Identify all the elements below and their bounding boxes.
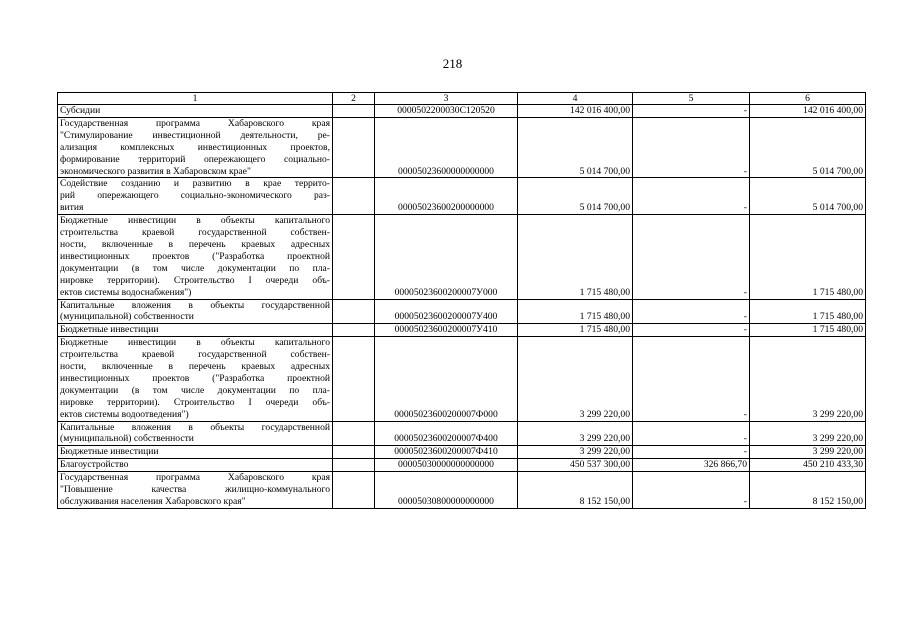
row-name-cell	[58, 421, 333, 446]
row-col6-cell: 3 299 220,00	[750, 337, 866, 421]
row-col6-cell: 450 210 433,30	[750, 459, 866, 472]
table-row	[58, 421, 866, 446]
table-row	[58, 446, 866, 459]
row-name-cell	[58, 117, 333, 178]
column-header-1: 1	[58, 93, 333, 105]
row-name-line: документации (в том числе документации по пла-	[60, 262, 330, 274]
row-name-cell	[58, 446, 333, 459]
row-col2-cell	[333, 178, 375, 215]
row-name-line: Благоустройство	[60, 459, 129, 471]
row-col2-cell	[333, 459, 375, 472]
column-header-6: 6	[750, 93, 866, 105]
row-name-line: Государственная программа Хабаровского края	[60, 472, 330, 484]
row-col5-cell: -	[633, 105, 750, 118]
row-col5-cell: -	[633, 337, 750, 421]
row-code-cell: 0000502200030С120520	[375, 105, 518, 118]
table-row	[58, 178, 866, 215]
row-code-cell: 00005023600200000000	[375, 178, 518, 215]
row-name-cell	[58, 299, 333, 324]
column-header-3: 3	[375, 93, 518, 105]
row-amount-cell: 3 299 220,00	[518, 337, 633, 421]
row-col5-cell: 326 866,70	[633, 459, 750, 472]
budget-table	[57, 92, 866, 509]
table-row	[58, 117, 866, 178]
row-name-line: ности, включенные в перечень краевых адресных	[60, 238, 330, 250]
row-amount-cell: 5 014 700,00	[518, 178, 633, 215]
row-col5-cell: -	[633, 215, 750, 299]
row-col2-cell	[333, 472, 375, 509]
row-name-line: нировке территории). Строительство I очереди объ-	[60, 396, 330, 408]
row-name-line: Государственная программа Хабаровского края	[60, 117, 330, 129]
row-name-line: ности, включенные в перечень краевых адресных	[60, 361, 330, 373]
row-name-line: вития	[60, 202, 84, 214]
row-name-line: Капитальные вложения в объекты государственной	[60, 421, 330, 433]
row-code-cell: 00005023600200007У410	[375, 324, 518, 337]
row-col6-cell: 1 715 480,00	[750, 215, 866, 299]
row-code-cell: 00005030800000000000	[375, 472, 518, 509]
row-name-line: ектов системы водоснабжения")	[60, 286, 192, 298]
row-name-line: нировке территории). Строительство I очереди объ-	[60, 274, 330, 286]
table-row	[58, 105, 866, 118]
table-row	[58, 324, 866, 337]
row-amount-cell: 1 715 480,00	[518, 324, 633, 337]
row-name-cell	[58, 178, 333, 215]
row-code-cell: 00005023600200007Ф400	[375, 421, 518, 446]
row-col2-cell	[333, 105, 375, 118]
row-col5-cell: -	[633, 324, 750, 337]
row-name-line: инвестиционных проектов ("Разработка проектной	[60, 372, 330, 384]
row-name-line: Бюджетные инвестиции в объекты капитального	[60, 215, 330, 227]
row-name-line: Бюджетные инвестиции	[60, 446, 159, 458]
row-col6-cell: 1 715 480,00	[750, 324, 866, 337]
row-col5-cell: -	[633, 299, 750, 324]
row-col2-cell	[333, 446, 375, 459]
row-amount-cell: 450 537 300,00	[518, 459, 633, 472]
column-header-4: 4	[518, 93, 633, 105]
row-name-line: рий опережающего социально-экономического раз-	[60, 190, 330, 202]
column-header-2: 2	[333, 93, 375, 105]
table-body	[58, 105, 866, 509]
row-col6-cell: 3 299 220,00	[750, 446, 866, 459]
row-amount-cell: 1 715 480,00	[518, 215, 633, 299]
table-row	[58, 299, 866, 324]
table-row	[58, 337, 866, 421]
row-col6-cell: 142 016 400,00	[750, 105, 866, 118]
table-row	[58, 472, 866, 509]
row-name-line: инвестиционных проектов ("Разработка проектной	[60, 250, 330, 262]
row-col2-cell	[333, 337, 375, 421]
row-code-cell: 00005023600200007У400	[375, 299, 518, 324]
page-number: 218	[442, 56, 463, 71]
row-name-line: Субсидии	[60, 105, 101, 116]
row-col2-cell	[333, 324, 375, 337]
table-row	[58, 459, 866, 472]
column-header-5: 5	[633, 93, 750, 105]
row-name-line: формирование территорий опережающего социально-	[60, 153, 330, 165]
row-amount-cell: 3 299 220,00	[518, 446, 633, 459]
row-col6-cell: 5 014 700,00	[750, 178, 866, 215]
row-name-line: Содействие созданию и развитию в крае террито-	[60, 178, 330, 190]
row-code-cell: 00005023600200007Ф000	[375, 337, 518, 421]
row-amount-cell: 142 016 400,00	[518, 105, 633, 118]
row-name-line: Капитальные вложения в объекты государственной	[60, 299, 330, 311]
row-col5-cell: -	[633, 421, 750, 446]
row-col2-cell	[333, 117, 375, 178]
row-name-cell	[58, 337, 333, 421]
row-col6-cell: 8 152 150,00	[750, 472, 866, 509]
row-code-cell: 00005023600000000000	[375, 117, 518, 178]
row-col2-cell	[333, 215, 375, 299]
row-name-line: "Повышение качества жилищно-коммунального	[60, 484, 330, 496]
row-amount-cell: 8 152 150,00	[518, 472, 633, 509]
row-amount-cell: 3 299 220,00	[518, 421, 633, 446]
row-amount-cell: 1 715 480,00	[518, 299, 633, 324]
row-col6-cell: 5 014 700,00	[750, 117, 866, 178]
row-name-line: (муниципальной) собственности	[60, 311, 194, 323]
row-amount-cell: 5 014 700,00	[518, 117, 633, 178]
row-name-line: обслуживания населения Хабаровского края"	[60, 496, 246, 507]
row-code-cell: 00005023600200007У000	[375, 215, 518, 299]
row-name-cell	[58, 472, 333, 509]
row-name-line: ектов системы водоотведения")	[60, 408, 189, 420]
row-name-line: строительства краевой государственной собствен-	[60, 227, 330, 239]
row-name-line: ализация комплексных инвестиционных проектов,	[60, 141, 330, 153]
row-name-cell	[58, 459, 333, 472]
row-name-cell	[58, 324, 333, 337]
row-col5-cell: -	[633, 178, 750, 215]
row-name-line: строительства краевой государственной собствен-	[60, 349, 330, 361]
row-name-line: Бюджетные инвестиции в объекты капитального	[60, 337, 330, 349]
row-name-line: "Стимулирование инвестиционной деятельности, ре-	[60, 129, 330, 141]
row-name-line: (муниципальной) собственности	[60, 433, 194, 445]
row-code-cell: 00005030000000000000	[375, 459, 518, 472]
row-col5-cell: -	[633, 446, 750, 459]
row-code-cell: 00005023600200007Ф410	[375, 446, 518, 459]
row-col6-cell: 1 715 480,00	[750, 299, 866, 324]
row-name-cell	[58, 215, 333, 299]
row-col6-cell: 3 299 220,00	[750, 421, 866, 446]
table-row	[58, 215, 866, 299]
row-col5-cell: -	[633, 472, 750, 509]
row-name-line: документации (в том числе документации по пла-	[60, 384, 330, 396]
row-name-line: Бюджетные инвестиции	[60, 324, 159, 336]
row-name-line: экономического развития в Хабаровском крае"	[60, 165, 251, 177]
row-name-cell	[58, 105, 333, 118]
table-header-row	[58, 93, 866, 105]
row-col2-cell	[333, 299, 375, 324]
row-col2-cell	[333, 421, 375, 446]
row-col5-cell: -	[633, 117, 750, 178]
